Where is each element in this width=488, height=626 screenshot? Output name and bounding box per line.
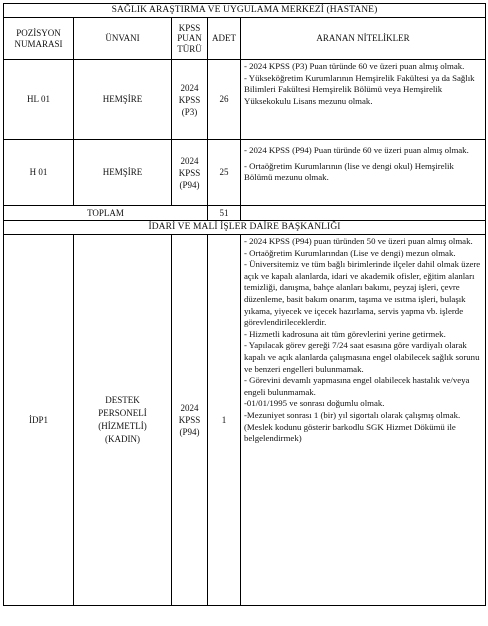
position-code: İDP1 (4, 235, 74, 606)
position-title (74, 235, 172, 606)
section-title-health: SAĞLIK ARAŞTIRMA VE UYGULAMA MERKEZİ (HASTANE) (4, 4, 486, 18)
header-kpss-line1: KPSS (178, 22, 201, 33)
section-header-health (4, 4, 486, 18)
qualification-item: - 2024 KPSS (P94) Puan türünde 60 ve üzeri puan almış olmak. (244, 145, 469, 155)
title-line: (KADIN) (105, 434, 140, 444)
kpss-word: KPSS (178, 415, 201, 425)
qualification-item: -01/01/1995 ve sonrası doğumlu olmak. (244, 398, 385, 409)
table-row (4, 235, 486, 606)
position-count: 26 (208, 60, 241, 140)
kpss-code: (P94) (179, 427, 200, 437)
title-line: DESTEK (105, 395, 140, 405)
kpss-year: 2024 (180, 403, 199, 413)
qualification-item: - 2024 KPSS (P94) puan türünden 50 ve üzeri puan almış olmak. (244, 236, 473, 246)
kpss-type (172, 60, 208, 140)
qualification-item: - Ortaöğretim Kurumlarından (Lise ve dengi) mezun olmak. (244, 247, 456, 258)
kpss-code: (P94) (179, 179, 200, 190)
kpss-type (172, 140, 208, 206)
position-title: HEMŞİRE (74, 60, 172, 140)
header-title: ÜNVANI (74, 18, 172, 60)
position-code: HL 01 (4, 60, 74, 140)
total-row (4, 206, 486, 221)
recruitment-table (3, 3, 486, 606)
qualification-item: - Hizmetli kadrosuna ait tüm görevlerini yerine getirmek. (244, 328, 446, 339)
kpss-word: KPSS (178, 167, 201, 178)
header-position-line1: POZİSYON (16, 28, 61, 38)
kpss-year: 2024 (180, 155, 199, 166)
qualification-item: - 2024 KPSS (P3) Puan türünde 60 ve üzeri puan almış olmak. (244, 61, 465, 71)
qualification-item: - Yapılacak görev gereği 7/24 saat esasına göre vardiyalı olarak kapalı ve açık alanlarda çalışmasına engel olabilecek sağlık sorunu ve benzeri engelleri bulunmamak. (244, 340, 480, 374)
position-code: H 01 (4, 140, 74, 206)
kpss-type (172, 235, 208, 606)
total-empty-cell (241, 206, 486, 221)
header-position (4, 18, 74, 60)
header-count: ADET (208, 18, 241, 60)
qualifications-cell (241, 235, 486, 606)
qualification-item: - Görevini devamlı yapmasına engel olabilecek hastalık ve/veya engeli bulunmamak. (244, 375, 470, 397)
title-line: PERSONELİ (98, 408, 147, 418)
header-kpss-line2: PUAN (177, 33, 202, 44)
kpss-year: 2024 (180, 82, 199, 93)
header-kpss (172, 18, 208, 60)
qualification-item: - Ortaöğretim Kurumlarının (lise ve dengi okul) Hemşirelik Bölümü mezunu olmak. (244, 160, 454, 183)
total-label: TOPLAM (4, 206, 208, 221)
qualifications-cell (241, 60, 486, 140)
qualification-item: - Yükseköğretim Kurumlarının Hemşirelik Fakültesi ya da Sağlık Bilimleri Fakültesi Hemşirelik Bölümü veya Hemşirelik Yüksekokulu Lisans mezunu olmak. (244, 72, 475, 106)
kpss-word: KPSS (178, 94, 201, 105)
header-position-line2: NUMARASI (14, 38, 63, 49)
table-row (4, 60, 486, 140)
qualification-item: -Mezuniyet sonrası 1 (bir) yıl sigortalı olarak çalışmış olmak. (Meslek kodunu gösterir barkodlu SGK Hizmet Dökümü ile belgelendirmek) (244, 409, 461, 444)
section-header-admin (4, 221, 486, 235)
header-qualifications: ARANAN NİTELİKLER (241, 18, 486, 60)
table-row (4, 140, 486, 206)
kpss-code: (P3) (181, 106, 198, 117)
header-kpss-line3: TÜRÜ (177, 43, 202, 54)
position-count: 25 (208, 140, 241, 206)
total-value: 51 (208, 206, 241, 221)
column-header-row (4, 18, 486, 60)
recruitment-table-sheet (3, 3, 485, 606)
position-count: 1 (208, 235, 241, 606)
qualification-item: - Üniversitemiz ve tüm bağlı birimlerinde ilçeler dahil olmak üzere açık ve kapalı alanlarda, idari ve akademik ofisler, eğitim alanları temizliği, danışma, bahçe alanları bakımı, peyzaj işleri, çevre düzenleme, basit bakım onarım, taşıma ve ısıtma işleri, bulaşık yıkama, yiyecek ve içecek hazırlama, servis yapma vb. işlerde görevlendirileceklerdir. (244, 259, 481, 328)
section-title-admin: İDARİ VE MALİ İŞLER DAİRE BAŞKANLIĞI (4, 221, 486, 235)
position-title: HEMŞİRE (74, 140, 172, 206)
qualifications-cell (241, 140, 486, 206)
title-line: (HİZMETLİ) (98, 421, 147, 431)
